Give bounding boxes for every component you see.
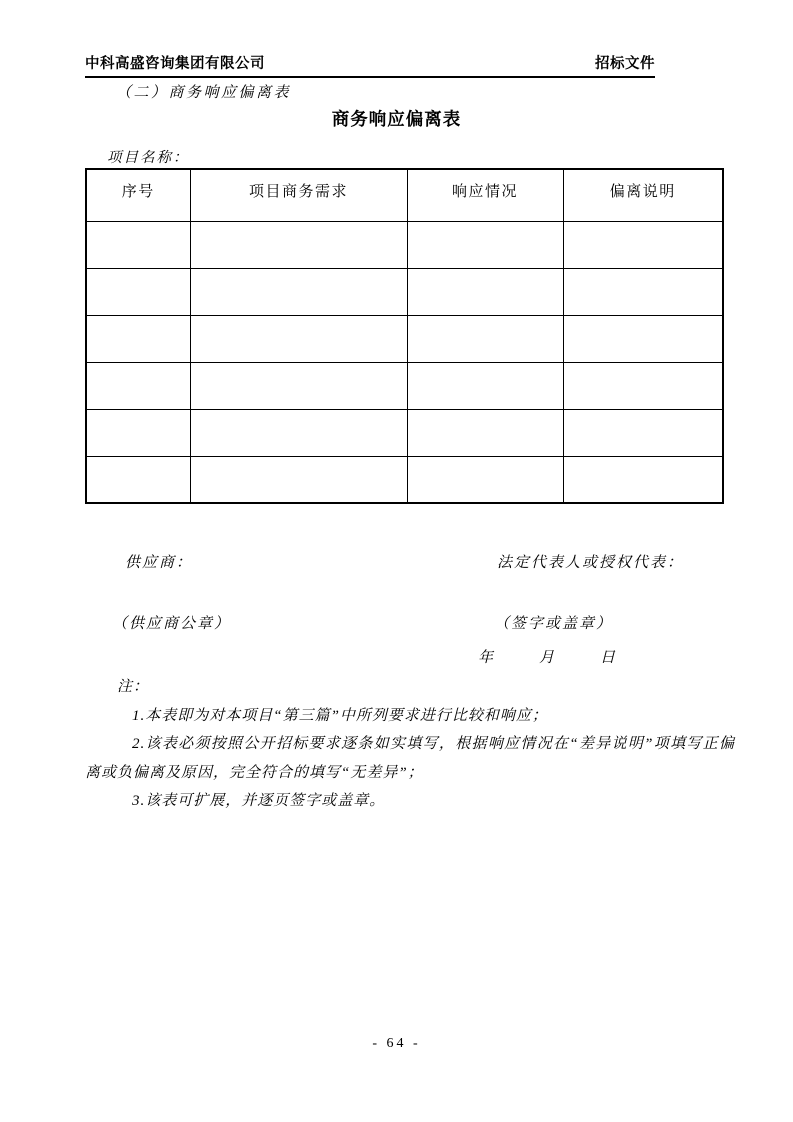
date-line — [478, 646, 617, 667]
note-item-2: 2.该表必须按照公开招标要求逐条如实填写，根据响应情况在“差异说明”项填写正偏离或负偏离及原因，完全符合的填写“无差异”； — [85, 736, 735, 781]
table-cell — [407, 268, 563, 315]
table-cell — [190, 221, 407, 268]
deviation-table-header-row — [86, 169, 723, 221]
table-cell — [563, 221, 723, 268]
table-row — [86, 221, 723, 268]
table-row — [86, 268, 723, 315]
table-cell — [190, 456, 407, 503]
notes-label: 注： — [117, 679, 150, 695]
column-header: 响应情况 — [407, 169, 563, 221]
notes-section — [85, 673, 735, 816]
supplier-label: 供应商： — [125, 555, 194, 571]
deviation-table-body — [86, 221, 723, 503]
table-cell — [86, 362, 190, 409]
date-day-label: 日 — [600, 650, 618, 666]
section-heading: （二）商务响应偏离表 — [116, 85, 292, 101]
table-cell — [407, 315, 563, 362]
page-number: - 64 - — [372, 1036, 421, 1051]
table-cell — [86, 315, 190, 362]
table-cell — [86, 456, 190, 503]
table-row — [86, 456, 723, 503]
table-cell — [407, 221, 563, 268]
table-cell — [563, 456, 723, 503]
table-cell — [407, 409, 563, 456]
table-cell — [190, 315, 407, 362]
header-doc-type: 招标文件 — [595, 56, 655, 72]
note-item-1: 1.本表即为对本项目“第三篇”中所列要求进行比较和响应； — [132, 707, 548, 724]
page-header — [85, 52, 655, 78]
table-cell — [190, 362, 407, 409]
sign-or-seal-label: （签字或盖章） — [494, 616, 614, 632]
form-title: 商务响应偏离表 — [331, 109, 462, 129]
table-cell — [563, 315, 723, 362]
table-cell — [407, 362, 563, 409]
table-row — [86, 315, 723, 362]
table-cell — [86, 268, 190, 315]
table-cell — [563, 268, 723, 315]
column-header: 序号 — [86, 169, 190, 221]
column-header: 偏离说明 — [563, 169, 723, 221]
table-cell — [563, 362, 723, 409]
column-header: 项目商务需求 — [190, 169, 407, 221]
table-cell — [190, 268, 407, 315]
table-cell — [407, 456, 563, 503]
table-cell — [190, 409, 407, 456]
legal-representative-label: 法定代表人或授权代表： — [497, 555, 685, 571]
table-cell — [563, 409, 723, 456]
table-row — [86, 409, 723, 456]
note-item-3: 3.该表可扩展，并逐页签字或盖章。 — [132, 793, 386, 809]
table-row — [86, 362, 723, 409]
supplier-seal-label: （供应商公章） — [112, 616, 232, 632]
table-cell — [86, 409, 190, 456]
header-company-name: 中科高盛咨询集团有限公司 — [85, 56, 265, 72]
date-year-label: 年 — [478, 650, 496, 666]
date-month-label: 月 — [539, 650, 557, 666]
deviation-table — [85, 168, 724, 504]
table-cell — [86, 221, 190, 268]
project-name-label: 项目名称： — [107, 150, 190, 166]
